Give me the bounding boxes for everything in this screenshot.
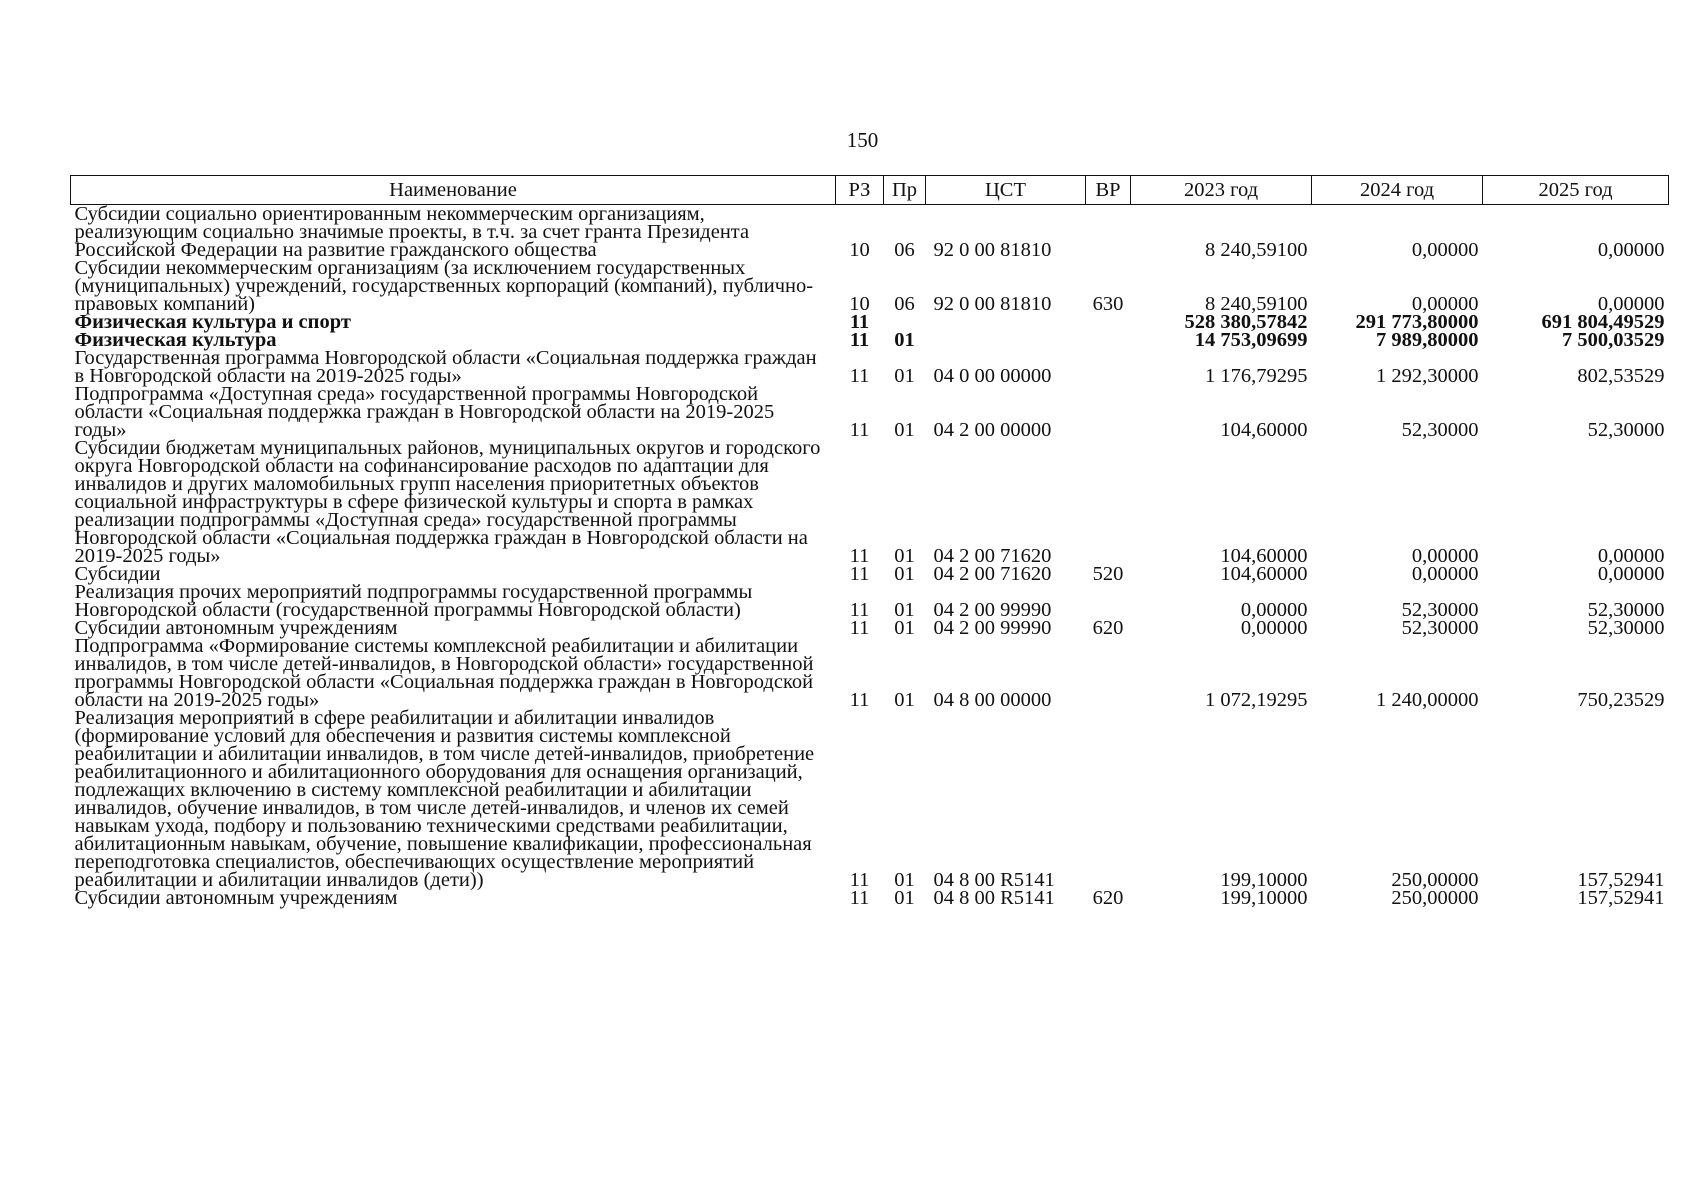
- cell-vr: 630: [1092, 293, 1124, 315]
- cell-2025: 52,30000: [1587, 419, 1665, 441]
- cell-cst: 04 2 00 00000: [933, 419, 1052, 441]
- header-rz: РЗ: [836, 176, 884, 205]
- cell-cst: [926, 313, 1086, 331]
- cell-name: Физическая культура и спорт: [74, 311, 351, 333]
- cell-2024: 1 240,00000: [1376, 689, 1479, 711]
- cell-rz: 10: [849, 239, 870, 261]
- header-pr: Пр: [884, 176, 926, 205]
- cell-pr: 01: [894, 599, 915, 621]
- cell-2024: 7 989,80000: [1376, 329, 1479, 351]
- cell-2024: 52,30000: [1401, 599, 1479, 621]
- cell-2023: 8 240,59100: [1205, 239, 1308, 261]
- cell-name: Подпрограмма «Доступная среда» государственной программы Новгородской области «Социальная поддержка граждан в Новгородской области на 2019-2025 годы»: [74, 383, 775, 441]
- cell-cst: 92 0 00 81810: [933, 293, 1052, 315]
- cell-2023: 1 176,79295: [1205, 365, 1308, 387]
- cell-2025: 0,00000: [1597, 293, 1665, 315]
- cell-2025: 52,30000: [1587, 599, 1665, 621]
- cell-vr: [1086, 385, 1131, 439]
- cell-2024: 250,00000: [1391, 887, 1479, 909]
- cell-cst: 04 2 00 71620: [933, 545, 1052, 567]
- cell-2024: 291 773,80000: [1355, 311, 1479, 333]
- cell-2025: 52,30000: [1587, 617, 1665, 639]
- cell-pr: 01: [894, 545, 915, 567]
- table-row: [71, 709, 1669, 889]
- cell-name: Реализация мероприятий в сфере реабилитации и абилитации инвалидов (формирование условий для обеспечения и развития системы комплексной реабилитации и абилитации инвалидов, в том числе детей-инвалидов, приобретение реабилитационного и абилитационного оборудования для оснащения организаций, подлежащих включению в систему комплексной реабилитации и абилитации инвалидов, обучение инвалидов, в том числе детей-инвалидов, и членов их семей навыкам ухода, подбору и пользованию техническими средствами реабилитации, абилитационным навыкам, обучение, повышение квалификации, профессиональная переподготовка специалистов, обеспечивающих осуществление мероприятий реабилитации и абилитации инвалидов (дети)): [74, 707, 815, 891]
- cell-cst: 04 2 00 99990: [933, 599, 1052, 621]
- cell-2023: 0,00000: [1240, 617, 1308, 639]
- cell-rz: 11: [849, 869, 870, 891]
- header-name: Наименование: [71, 176, 836, 205]
- cell-cst: 04 8 00 R5141: [933, 869, 1055, 891]
- cell-2023: 14 753,09699: [1194, 329, 1308, 351]
- cell-2025: 750,23529: [1577, 689, 1665, 711]
- cell-cst: 04 2 00 99990: [933, 617, 1052, 639]
- cell-name: Субсидии автономным учреждениям: [74, 617, 398, 639]
- cell-2025: 691 804,49529: [1541, 311, 1665, 333]
- cell-2023: 528 380,57842: [1184, 311, 1308, 333]
- table-header-row: [71, 176, 1669, 205]
- cell-cst: 04 8 00 R5141: [933, 887, 1055, 909]
- cell-rz: 11: [849, 329, 870, 351]
- cell-2025: 0,00000: [1597, 545, 1665, 567]
- cell-rz: 11: [849, 887, 870, 909]
- cell-name: Государственная программа Новгородской области «Социальная поддержка граждан в Новгородской области на 2019-2025 годы»: [74, 347, 817, 387]
- cell-2024: 0,00000: [1411, 239, 1479, 261]
- cell-name: Субсидии: [74, 563, 161, 585]
- cell-2023: 8 240,59100: [1205, 293, 1308, 315]
- table-row: [71, 583, 1669, 619]
- table-row: [71, 205, 1669, 260]
- cell-name: Физическая культура: [74, 329, 277, 351]
- cell-pr: 06: [894, 239, 915, 261]
- cell-pr: 01: [894, 563, 915, 585]
- header-2024: 2024 год: [1312, 176, 1483, 205]
- cell-name: Субсидии автономным учреждениям: [74, 887, 398, 909]
- cell-2025: 157,52941: [1577, 887, 1665, 909]
- cell-vr: [1086, 313, 1131, 331]
- cell-name: Субсидии некоммерческим организациям (за исключением государственных (муниципальных) учреждений, государственных корпораций (компаний), публично-правовых компаний): [74, 257, 814, 315]
- cell-vr: 520: [1092, 563, 1124, 585]
- cell-rz: 11: [849, 617, 870, 639]
- cell-2023: 1 072,19295: [1205, 689, 1308, 711]
- cell-pr: 01: [894, 869, 915, 891]
- budget-table: [70, 175, 1669, 907]
- cell-2025: 157,52941: [1577, 869, 1665, 891]
- cell-2024: 52,30000: [1401, 617, 1479, 639]
- cell-pr: 01: [894, 689, 915, 711]
- cell-2023: 199,10000: [1220, 869, 1308, 891]
- cell-rz: 11: [849, 563, 870, 585]
- table-row: [71, 439, 1669, 565]
- cell-vr: [1086, 349, 1131, 385]
- table-row: [71, 637, 1669, 709]
- cell-2025: 7 500,03529: [1562, 329, 1665, 351]
- cell-pr: 01: [894, 419, 915, 441]
- cell-2024: 0,00000: [1411, 545, 1479, 567]
- cell-2024: 250,00000: [1391, 869, 1479, 891]
- cell-vr: [1086, 637, 1131, 709]
- cell-rz: 11: [849, 365, 870, 387]
- cell-2024: 1 292,30000: [1376, 365, 1479, 387]
- cell-2023: 104,60000: [1220, 419, 1308, 441]
- cell-2024: 0,00000: [1411, 563, 1479, 585]
- cell-name: Субсидии бюджетам муниципальных районов, муниципальных округов и городского округа Новгородской области на софинансирование расходов по адаптации для инвалидов и других маломобильных групп населения приоритетных объектов социальной инфраструктуры в сфере физической культуры и спорта в рамках реализации подпрограммы «Доступная среда» государственной программы Новгородской области «Социальная поддержка граждан в Новгородской области на 2019-2025 годы»: [74, 437, 821, 567]
- cell-rz: 11: [849, 599, 870, 621]
- cell-cst: 04 2 00 71620: [933, 563, 1052, 585]
- cell-2023: 104,60000: [1220, 545, 1308, 567]
- cell-pr: 06: [894, 293, 915, 315]
- table-row: [71, 349, 1669, 385]
- cell-rz: 11: [849, 689, 870, 711]
- cell-vr: [1086, 583, 1131, 619]
- cell-2023: 199,10000: [1220, 887, 1308, 909]
- cell-cst: [926, 331, 1086, 349]
- table-row: [71, 259, 1669, 313]
- cell-2023: 0,00000: [1240, 599, 1308, 621]
- cell-2024: 0,00000: [1411, 293, 1479, 315]
- header-cst: ЦСТ: [926, 176, 1086, 205]
- table-row: [71, 889, 1669, 907]
- page-number: 150: [846, 128, 879, 152]
- cell-2024: 52,30000: [1401, 419, 1479, 441]
- cell-vr: [1086, 331, 1131, 349]
- cell-2025: 0,00000: [1597, 239, 1665, 261]
- table-row: [71, 385, 1669, 439]
- cell-pr: 01: [894, 617, 915, 639]
- cell-2025: 0,00000: [1597, 563, 1665, 585]
- cell-cst: 92 0 00 81810: [933, 239, 1052, 261]
- cell-rz: 11: [849, 545, 870, 567]
- cell-cst: 04 8 00 00000: [933, 689, 1052, 711]
- cell-rz: 11: [849, 419, 870, 441]
- cell-2025: 802,53529: [1577, 365, 1665, 387]
- header-vr: ВР: [1086, 176, 1131, 205]
- cell-vr: [1086, 439, 1131, 565]
- cell-pr: 01: [894, 329, 915, 351]
- cell-name: Реализация прочих мероприятий подпрограммы государственной программы Новгородской области (государственной программы Новгородской области): [74, 581, 753, 621]
- cell-name: Подпрограмма «Формирование системы комплексной реабилитации и абилитации инвалидов, в том числе детей-инвалидов, в Новгородской области» государственной программы Новгородской области «Социальная поддержка граждан в Новгородской области на 2019-2025 годы»: [74, 635, 814, 711]
- cell-vr: 620: [1092, 887, 1124, 909]
- cell-vr: 620: [1092, 617, 1124, 639]
- table-body: [71, 205, 1669, 908]
- cell-pr: 01: [894, 887, 915, 909]
- cell-name: Субсидии социально ориентированным некоммерческим организациям, реализующим социально значимые проекты, в т.ч. за счет гранта Президента Российской Федерации на развитие гражданского общества: [74, 203, 750, 261]
- cell-rz: 11: [849, 311, 870, 333]
- cell-vr: [1086, 205, 1131, 260]
- header-2023: 2023 год: [1131, 176, 1312, 205]
- header-2025: 2025 год: [1483, 176, 1669, 205]
- cell-2023: 104,60000: [1220, 563, 1308, 585]
- cell-rz: 10: [849, 293, 870, 315]
- cell-vr: [1086, 709, 1131, 889]
- cell-cst: 04 0 00 00000: [933, 365, 1052, 387]
- cell-pr: 01: [894, 365, 915, 387]
